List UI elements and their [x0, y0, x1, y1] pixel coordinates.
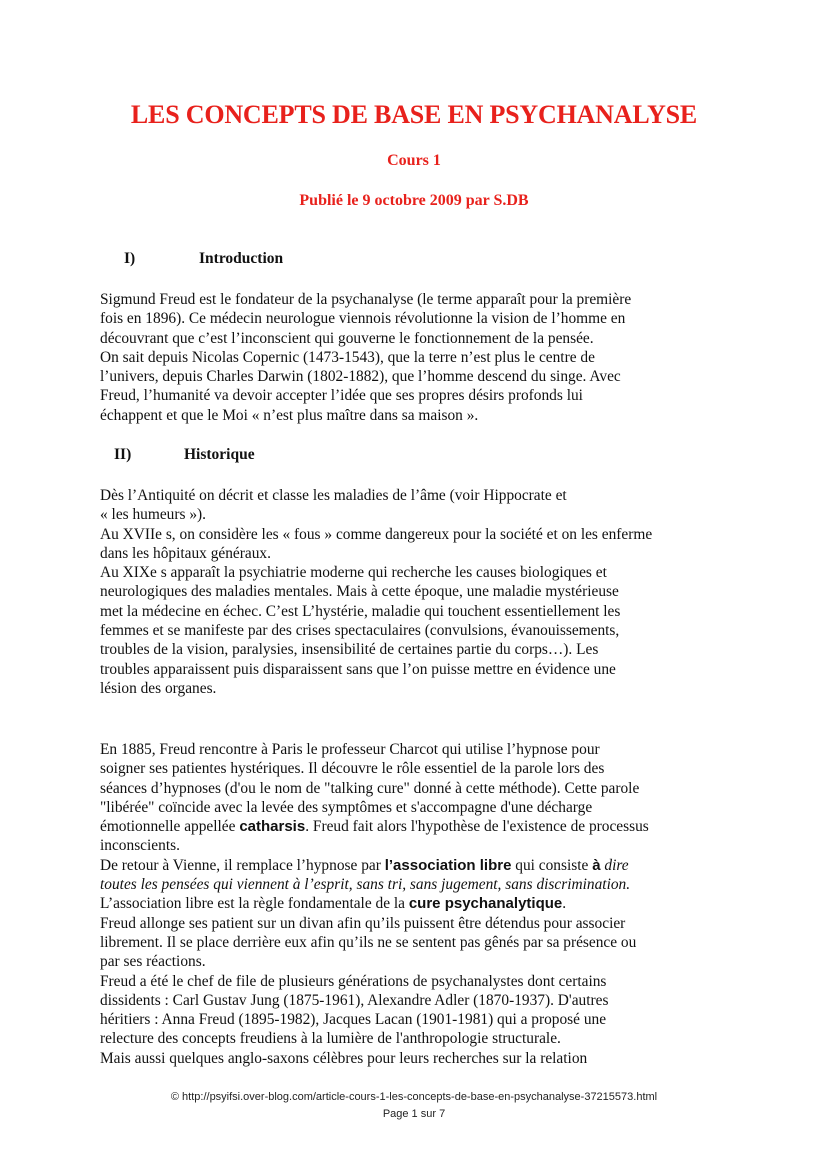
text-line: troubles apparaissent puis disparaissent sans que l’on puisse mettre en évidence une: [100, 660, 616, 678]
text-line: Mais aussi quelques anglo-saxons célèbres pour leurs recherches sur la relation: [100, 1049, 588, 1067]
text-line: Freud, l’humanité va devoir accepter l’idée que ses propres désirs profonds lui: [100, 387, 583, 405]
text-line: Dès l’Antiquité on décrit et classe les maladies de l’âme (voir Hippocrate et: [100, 487, 567, 504]
bold-a: à: [592, 856, 601, 874]
text-run: . Freud fait alors l'hypothèse de l'existence de processus: [305, 818, 649, 836]
text-line: relecture des concepts freudiens à la lumière de l'anthropologie structurale.: [100, 1030, 561, 1048]
text-line: Au XIXe s apparaît la psychiatrie moderne qui recherche les causes biologiques et: [100, 564, 607, 582]
introduction-paragraph: [100, 290, 740, 425]
text-line: échappent et que le Moi « n’est plus maître dans sa maison ».: [100, 406, 479, 424]
text-line: découvrant que c’est l’inconscient qui gouverne le fonctionnement de la pensée.: [100, 329, 594, 347]
text-line: par ses réactions.: [100, 953, 206, 971]
term-association-libre: l’association libre: [384, 856, 512, 874]
publication-line: Publié le 9 octobre 2009 par S.DB: [299, 192, 529, 209]
text-line: "libérée" coïncide avec la levée des symptômes et s'accompagne d'une décharge: [100, 798, 593, 816]
text-line: séances d’hypnoses (d'ou le nom de "talking cure" donné à cette méthode). Cette parole: [100, 779, 640, 797]
text-line: [100, 817, 740, 836]
text-line: met la médecine en échec. C’est L’hystérie, maladie qui touchent essentiellement les: [100, 602, 621, 620]
text-line: femmes et se manifeste par des crises spectaculaires (convulsions, évanouissements,: [100, 622, 620, 640]
text-line: lésion des organes.: [100, 679, 217, 697]
page-footer: [0, 1089, 828, 1123]
text-run: L’association libre est la règle fondamentale de la: [100, 895, 409, 913]
text-line: neurologiques des maladies mentales. Mais à cette époque, une maladie mystérieuse: [100, 583, 619, 601]
text-line: troubles de la vision, paralysies, insensibilité de certaines partie du corps…). Les: [100, 641, 599, 659]
historique-paragraph: [100, 486, 740, 698]
text-line: fois en 1896). Ce médecin neurologue viennois révolutionne la vision de l’homme en: [100, 310, 626, 328]
text-line: Freud allonge ses patient sur un divan afin qu’ils puissent être détendus pour associer: [100, 914, 626, 932]
text-line: On sait depuis Nicolas Copernic (1473-1543), que la terre n’est plus le centre de: [100, 348, 595, 366]
section-title: Historique: [184, 446, 255, 463]
section-number: I): [124, 250, 136, 267]
text-line: inconscients.: [100, 837, 180, 855]
text-line: soigner ses patientes hystériques. Il découvre le rôle essentiel de la parole lors des: [100, 760, 605, 778]
text-line: Au XVIIe s, on considère les « fous » comme dangereux pour la société et on les enferme: [100, 525, 653, 543]
term-catharsis: catharsis: [239, 818, 306, 836]
text-run: .: [562, 895, 567, 913]
freud-history-paragraph: [100, 740, 740, 1068]
course-label: Cours 1: [387, 152, 441, 169]
text-line: héritiers : Anna Freud (1895-1982), Jacques Lacan (1901-1981) qui a proposé une: [100, 1011, 607, 1029]
text-run: émotionnelle appellée: [100, 818, 240, 836]
text-line: « les humeurs »).: [100, 506, 207, 524]
text-line: librement. Il se place derrière eux afin qu’ils ne se sentent pas gênés par sa présence ou: [100, 933, 637, 951]
text-run: qui consiste: [511, 856, 593, 874]
text-line: Sigmund Freud est le fondateur de la psychanalyse (le terme apparaît pour la première: [100, 291, 632, 308]
text-line: [100, 894, 740, 913]
italic-run: dire: [600, 856, 629, 874]
text-line: En 1885, Freud rencontre à Paris le professeur Charcot qui utilise l’hypnose pour: [100, 741, 600, 758]
section-title: Introduction: [199, 250, 284, 267]
text-line: Freud a été le chef de file de plusieurs générations de psychanalystes dont certains: [100, 972, 607, 990]
text-run: De retour à Vienne, il remplace l’hypnose par: [100, 856, 385, 874]
text-line: dissidents : Carl Gustav Jung (1875-1961), Alexandre Adler (1870-1937). D'autres: [100, 991, 609, 1009]
text-line: dans les hôpitaux généraux.: [100, 544, 271, 562]
italic-run: toutes les pensées qui viennent à l’esprit, sans tri, sans jugement, sans discrimination.: [100, 876, 631, 894]
source-url: © http://psyifsi.over-blog.com/article-cours-1-les-concepts-de-base-en-psychanalyse-37215573.html: [170, 1091, 658, 1103]
document-title: LES CONCEPTS DE BASE EN PSYCHANALYSE: [130, 100, 698, 129]
term-cure-psychanalytique: cure psychanalytique: [408, 895, 563, 913]
text-line: [100, 856, 740, 875]
text-line: [100, 875, 740, 894]
section-number: II): [114, 446, 132, 463]
text-line: l’univers, depuis Charles Darwin (1802-1882), que l’homme descend du singe. Avec: [100, 368, 621, 386]
page-number: Page 1 sur 7: [382, 1108, 446, 1120]
